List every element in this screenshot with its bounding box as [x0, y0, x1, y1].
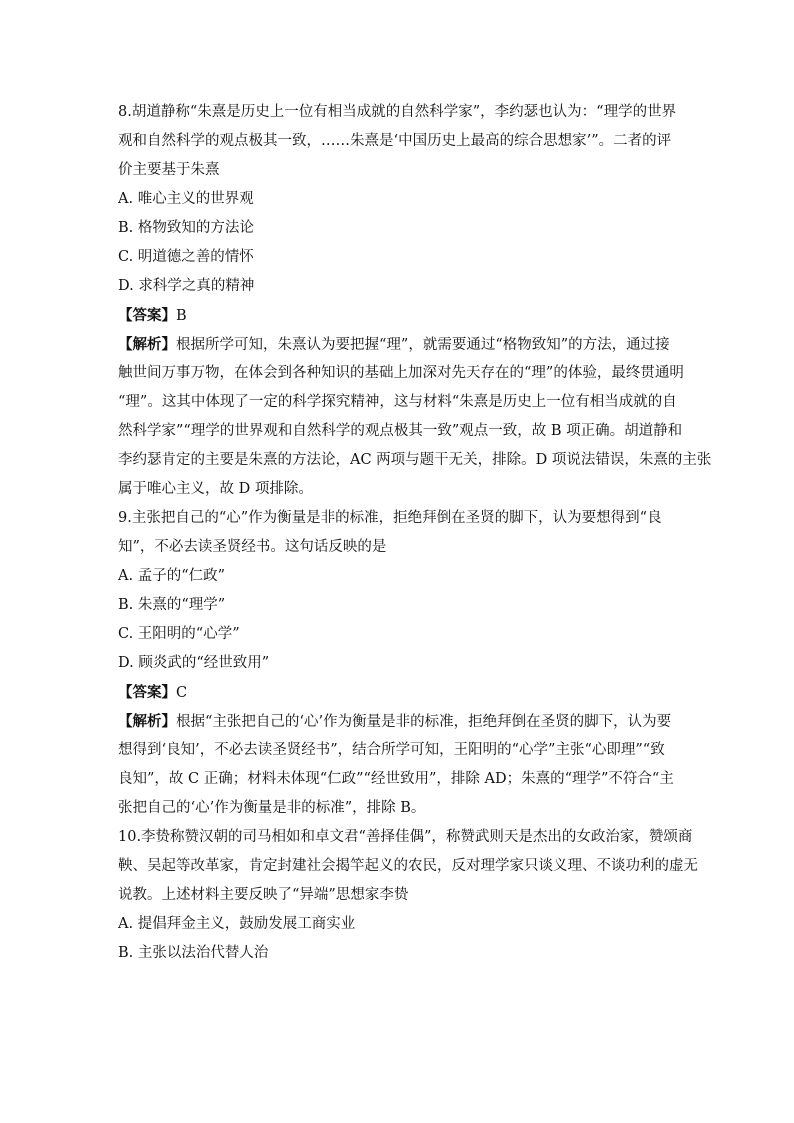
answer-line — [118, 678, 680, 707]
option-d: D. 顾炎武的“经世致用” — [118, 655, 270, 671]
analysis-line: 属于唯心主义，故 D 项排除。 — [118, 481, 313, 497]
answer-value: B — [176, 308, 187, 324]
question-stem-line: 价主要基于朱熹 — [118, 162, 220, 178]
option-a: A. 孟子的“仁政” — [118, 568, 226, 584]
option-b: B. 主张以法治代替人治 — [118, 945, 269, 961]
option-b: B. 朱熹的“理学” — [118, 597, 226, 613]
option-a: A. 唯心主义的世界观 — [118, 191, 254, 207]
document-page — [118, 98, 712, 968]
answer-tag: 【答案】 — [118, 307, 176, 324]
analysis-line: 想得到‘良知’，不必去读圣贤经书”，结合所学可知，王阳明的“心学”主张“心即理”“致 — [118, 742, 665, 758]
analysis-line: 良知”，故 C 正确；材料未体现“仁政”“经世致用”，排除 AD；朱熹的“理学”不符合“主 — [118, 771, 674, 787]
question-stem-line: 10.李贽称赞汉朝的司马相如和卓文君“善择佳偶”，称赞武则天是杰出的女政治家，赞颂商 — [118, 829, 693, 845]
option-c: C. 明道德之善的情怀 — [118, 249, 254, 265]
analysis-text: 根据所学可知，朱熹认为要把握“理”，就需要通过“格物致知”的方法，通过接 — [176, 337, 670, 353]
analysis-line: “理”。这其中体现了一定的科学探究精神，这与材料“朱熹是历史上一位有相当成就的自 — [118, 394, 677, 410]
answer-value: C — [176, 685, 188, 701]
analysis-line: 张把自己的‘心’作为衡量是非的标准”，排除 B。 — [118, 800, 426, 816]
option-c: C. 王阳明的“心学” — [118, 626, 240, 642]
analysis-text: 根据“主张把自己的‘心’作为衡量是非的标准，拒绝拜倒在圣贤的脚下，认为要 — [176, 714, 672, 730]
analysis-line: 然科学家”“理学的世界观和自然科学的观点极其一致”观点一致，故 B 项正确。胡道静和 — [118, 423, 683, 439]
question-stem-line: 说教。上述材料主要反映了“异端”思想家李贽 — [118, 887, 409, 903]
analysis-tag: 【解析】 — [118, 713, 176, 730]
analysis-line — [118, 330, 680, 359]
question-stem-line: 知”，不必去读圣贤经书。这句话反映的是 — [118, 539, 387, 555]
question-10 — [118, 823, 698, 968]
option-d: D. 求科学之真的精神 — [118, 278, 255, 294]
answer-tag: 【答案】 — [118, 684, 176, 701]
answer-line — [118, 301, 680, 330]
question-8 — [118, 98, 712, 504]
option-b: B. 格物致知的方法论 — [118, 220, 254, 236]
analysis-line: 李约瑟肯定的主要是朱熹的方法论，AC 两项与题干无关，排除。D 项说法错误，朱熹的主张 — [118, 452, 712, 468]
question-9 — [118, 504, 680, 823]
option-a: A. 提倡拜金主义，鼓励发展工商实业 — [118, 916, 356, 932]
analysis-line — [118, 707, 680, 736]
question-stem-line: 鞅、吴起等改革家，肯定封建社会揭竿起义的农民，反对理学家只谈义理、不谈功利的虚无 — [118, 858, 698, 874]
analysis-line: 触世间万事万物，在体会到各种知识的基础上加深对先天存在的“理”的体验，最终贯通明 — [118, 365, 684, 381]
question-stem-line: 8.胡道静称“朱熹是历史上一位有相当成就的自然科学家”，李约瑟也认为：“理学的世界 — [118, 104, 677, 120]
question-stem-line: 9.主张把自己的“心”作为衡量是非的标准，拒绝拜倒在圣贤的脚下，认为要想得到“良 — [118, 510, 662, 526]
analysis-tag: 【解析】 — [118, 336, 176, 353]
question-stem-line: 观和自然科学的观点极其一致，……朱熹是‘中国历史上最高的综合思想家’”。二者的评 — [118, 133, 672, 149]
